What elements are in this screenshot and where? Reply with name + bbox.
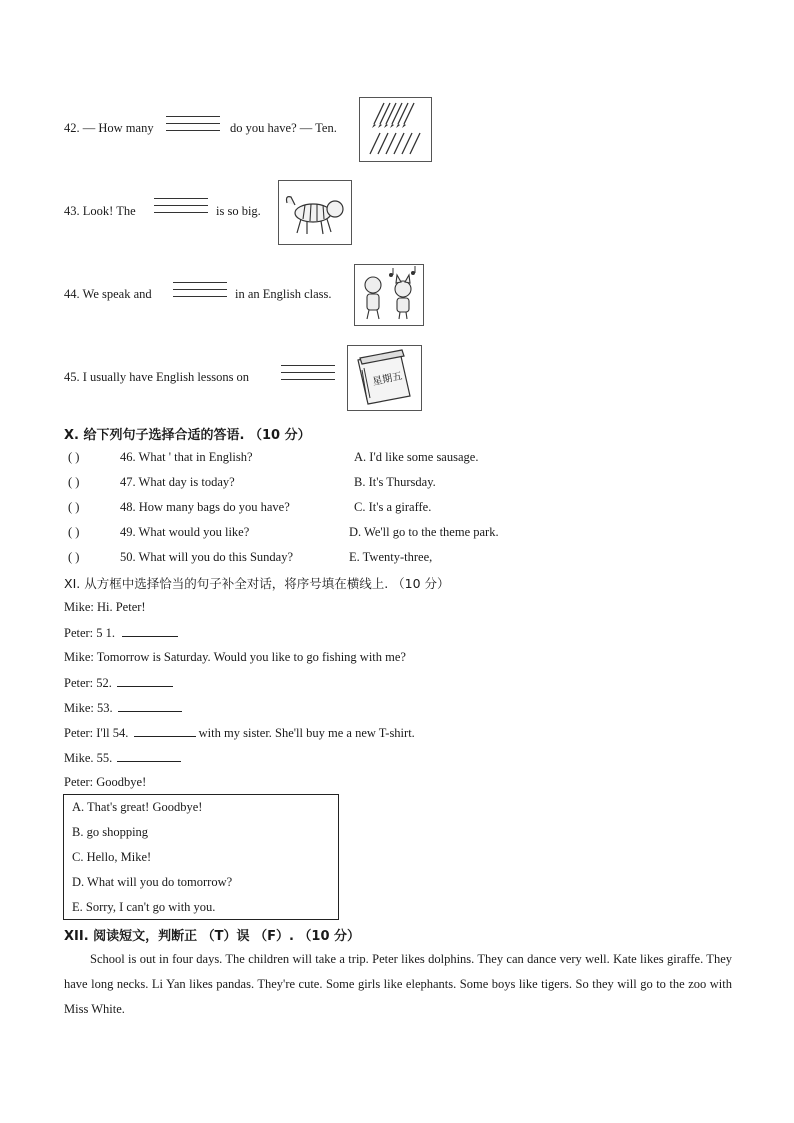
reading-paragraph: School is out in four days. The children will take a trip. Peter likes dolphins. They can dance very well. Kate likes giraffe. They have long necks. Li Yan likes pandas. They're cute. Some girls like elephants. Some boys like tigers. So they will go to the zoo with Miss White.: [64, 952, 732, 1016]
q44-suffix: in an English class.: [235, 287, 332, 301]
dialogue-line-5: [64, 700, 182, 716]
dialogue-line-8: Peter: Goodbye!: [64, 775, 147, 789]
calendar-day-text: 星期五: [371, 370, 404, 388]
paren-50[interactable]: ( ): [68, 550, 80, 564]
option-a: A. That's great! Goodbye!: [72, 800, 203, 814]
section-x-title: X. 给下列句子选择合适的答语. （10 分）: [64, 428, 311, 443]
blank-52[interactable]: [117, 675, 173, 687]
q45-answer-lines[interactable]: [281, 365, 335, 386]
question-47: 47. What day is today?: [120, 475, 235, 489]
blank-55[interactable]: [117, 750, 181, 762]
calendar-picture: [347, 345, 422, 411]
paren-47[interactable]: ( ): [68, 475, 80, 489]
blank-51[interactable]: [122, 625, 178, 637]
q42-suffix: do you have? — Ten.: [230, 121, 337, 135]
q44-answer-lines[interactable]: [173, 282, 227, 303]
q42-prefix: 42. — How many: [64, 121, 154, 135]
dialogue-line-2: [64, 625, 178, 641]
paren-49[interactable]: ( ): [68, 525, 80, 539]
section-xii-title: XII. 阅读短文，判断正 （T）误 （F）. （10 分）: [64, 929, 361, 944]
tiger-icon: [279, 181, 351, 244]
paren-48[interactable]: ( ): [68, 500, 80, 514]
q43-answer-lines[interactable]: [154, 198, 208, 219]
singing-animals-icon: [355, 265, 423, 325]
question-49: 49. What would you like?: [120, 525, 250, 539]
dialogue-line-2-text: Peter: 5 1.: [64, 626, 116, 640]
q44-prefix: 44. We speak and: [64, 287, 152, 301]
option-b: B. go shopping: [72, 825, 149, 839]
q45-prefix: 45. I usually have English lessons on: [64, 370, 250, 384]
paren-46[interactable]: ( ): [68, 450, 80, 464]
blank-54[interactable]: [134, 725, 196, 737]
dialogue-line-6: [64, 725, 415, 741]
q42-answer-lines[interactable]: [166, 116, 220, 137]
options-box: [63, 794, 339, 920]
answer-b: B. It's Thursday.: [354, 475, 436, 489]
answer-a: A. I'd like some sausage.: [354, 450, 479, 464]
q43-prefix: 43. Look! The: [64, 204, 136, 218]
dialogue-line-7: [64, 750, 181, 766]
option-e: E. Sorry, I can't go with you.: [72, 900, 216, 914]
question-50: 50. What will you do this Sunday?: [120, 550, 294, 564]
question-46: 46. What ' that in English?: [120, 450, 253, 464]
blank-53[interactable]: [118, 700, 182, 712]
dialogue-line-6-text: Peter: I'll 54.: [64, 726, 129, 740]
dialogue-line-7-text: Mike. 55.: [64, 751, 113, 765]
dialogue-line-1: Mike: Hi. Peter!: [64, 600, 146, 614]
dialogue-line-4: [64, 675, 173, 691]
option-c: C. Hello, Mike!: [72, 850, 152, 864]
dialogue-line-3: Mike: Tomorrow is Saturday. Would you like to go fishing with me?: [64, 650, 406, 664]
answer-c: C. It's a giraffe.: [354, 500, 432, 514]
question-48: 48. How many bags do you have?: [120, 500, 290, 514]
option-d: D. What will you do tomorrow?: [72, 875, 233, 889]
tiger-picture: [278, 180, 352, 245]
dialogue-line-5-text: Mike: 53.: [64, 701, 113, 715]
pencils-icon: [360, 98, 431, 161]
section-xi-title: XI. 从方框中选择恰当的句子补全对话，将序号填在横线上. （10 分）: [64, 576, 450, 591]
dialogue-line-4-text: Peter: 52.: [64, 676, 112, 690]
dialogue-line-6-tail: with my sister. She'll buy me a new T-shirt.: [198, 726, 415, 740]
answer-d: D. We'll go to the theme park.: [349, 525, 499, 539]
pencils-picture: [359, 97, 432, 162]
answer-e: E. Twenty-three,: [349, 550, 433, 564]
q43-suffix: is so big.: [216, 204, 261, 218]
singing-cartoon-picture: [354, 264, 424, 326]
